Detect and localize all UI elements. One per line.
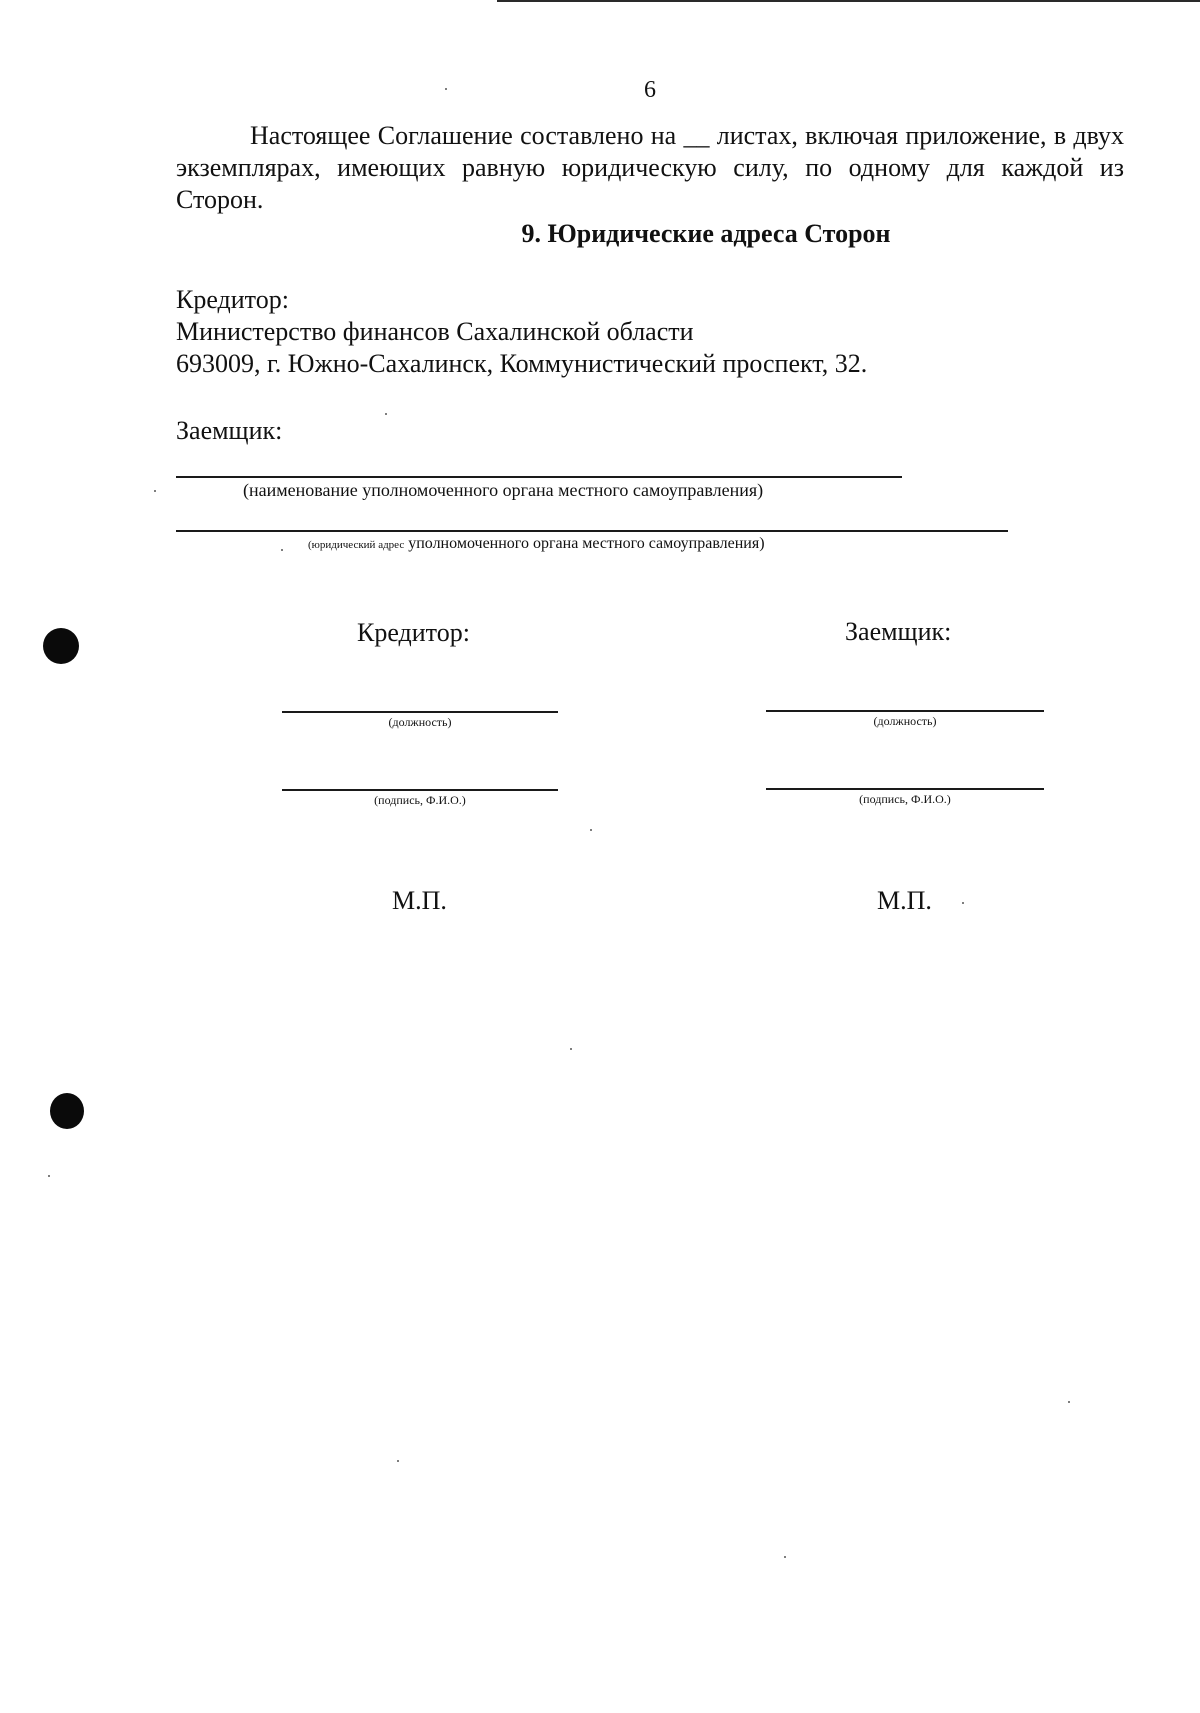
scan-speck [397, 1460, 399, 1462]
scan-speck [590, 829, 592, 831]
borrower-address-line [176, 530, 1008, 532]
borrower-position-caption: (должность) [873, 714, 937, 728]
page-number: 6 [644, 77, 656, 103]
creditor-name: Министерство финансов Сахалинской области [176, 317, 694, 346]
punch-hole-top [43, 628, 79, 664]
borrower-label: Заемщик: [176, 416, 283, 445]
address-caption-small: (юридический адрес [308, 539, 405, 551]
creditor-signature-label: Кредитор: [357, 618, 470, 647]
scan-speck [154, 490, 156, 492]
scan-top-edge [497, 0, 1200, 2]
closing-paragraph: Настоящее Соглашение составлено на __ листах, включая приложение, в двух экземплярах, имеющих равную юридическую силу, по одному для каждой из Сторон. [176, 121, 1124, 214]
creditor-position-line [282, 711, 558, 713]
borrower-signature-caption: (подпись, Ф.И.О.) [859, 792, 951, 806]
punch-hole-bottom [50, 1093, 84, 1129]
scan-speck [281, 549, 283, 551]
scan-speck [962, 902, 964, 904]
creditor-signature-line [282, 789, 558, 791]
scan-speck [1068, 1401, 1070, 1403]
scan-speck [385, 413, 387, 415]
borrower-position-line [766, 710, 1044, 712]
borrower-signature-line [766, 788, 1044, 790]
borrower-address-caption [308, 535, 765, 553]
scan-speck [445, 88, 447, 90]
borrower-name-caption: (наименование уполномоченного органа местного самоуправления) [243, 480, 764, 500]
section-heading: 9. Юридические адреса Сторон [521, 219, 891, 248]
borrower-signature-label: Заемщик: [845, 617, 952, 646]
borrower-name-line [176, 476, 902, 478]
creditor-signature-caption: (подпись, Ф.И.О.) [374, 793, 466, 807]
borrower-stamp-place: М.П. [877, 886, 932, 915]
creditor-position-caption: (должность) [388, 715, 452, 729]
creditor-address: 693009, г. Южно-Сахалинск, Коммунистический проспект, 32. [176, 349, 868, 378]
creditor-address-block [176, 284, 867, 380]
address-caption-rest: уполномоченного органа местного самоуправления) [408, 535, 765, 552]
scan-speck [784, 1556, 786, 1558]
creditor-stamp-place: М.П. [392, 886, 447, 915]
creditor-label: Кредитор: [176, 285, 289, 314]
scan-speck [48, 1175, 50, 1177]
scan-speck [570, 1048, 572, 1050]
